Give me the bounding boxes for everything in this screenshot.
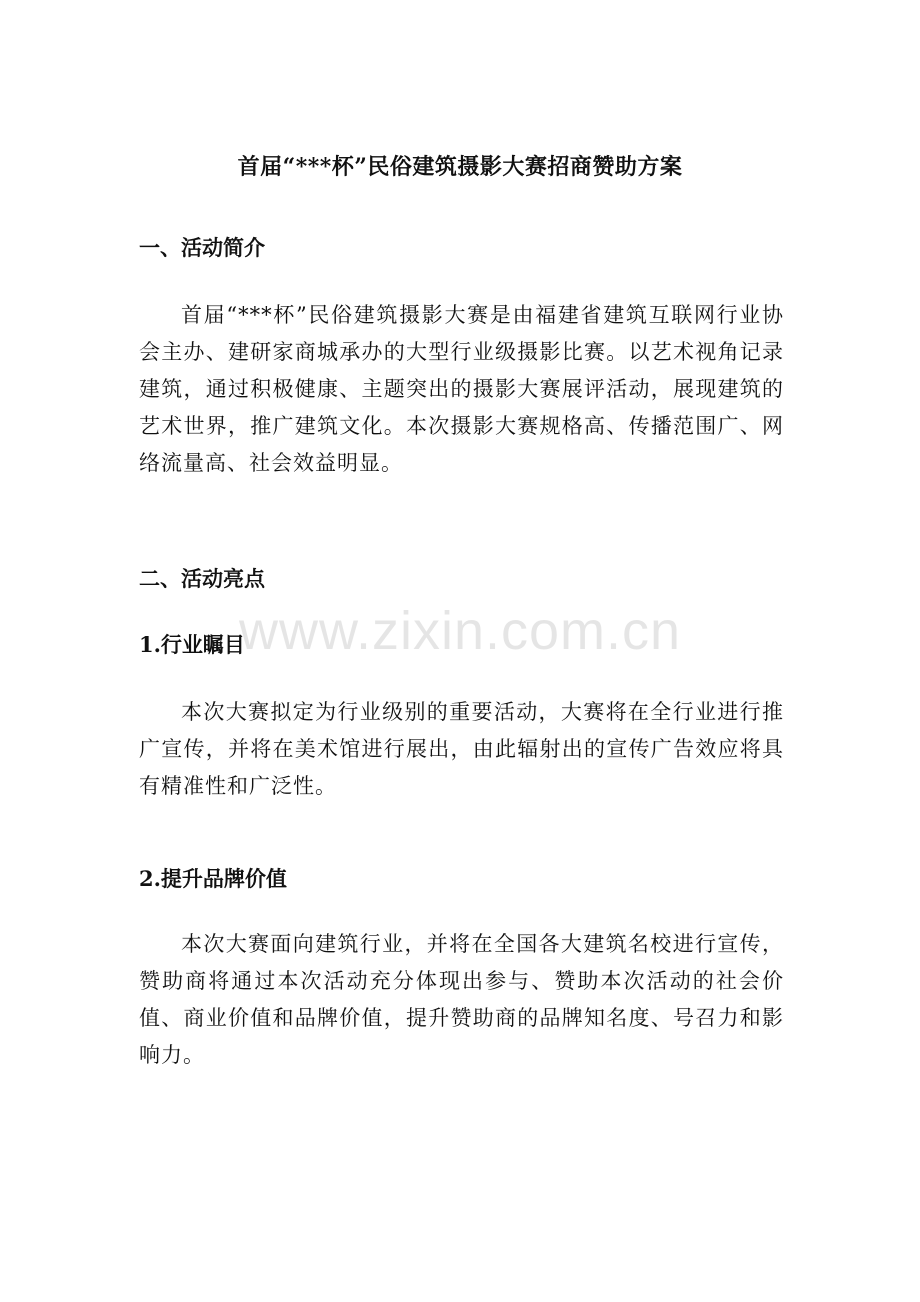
section-heading-intro: 一、活动简介 [139,235,265,260]
subsection-paragraph-industry-focus: 本次大赛拟定为行业级别的重要活动，大赛将在全行业进行推广宣传，并将在美术馆进行展出，由此辐射出的宣传广告效应将具有精准性和广泛性。 [139,700,784,798]
subsection-heading-industry-focus: 1.行业瞩目 [139,632,245,657]
watermark-text: www.zixin.com.cn [238,601,682,661]
subsection-heading-brand-value: 2.提升品牌价值 [139,866,287,891]
section-paragraph-intro: 首届“***杯”民俗建筑摄影大赛是由福建省建筑互联网行业协会主办、建研家商城承办的大型行业级摄影比赛。以艺术视角记录建筑，通过积极健康、主题突出的摄影大赛展评活动，展现建筑的艺术世界，推广建筑文化。本次摄影大赛规格高、传播范围广、网络流量高、社会效益明显。 [139,303,784,475]
section-heading-highlights: 二、活动亮点 [139,566,265,591]
document-title: 首届“***杯”民俗建筑摄影大赛招商赞助方案 [237,154,683,180]
subsection-paragraph-brand-value: 本次大赛面向建筑行业，并将在全国各大建筑名校进行宣传，赞助商将通过本次活动充分体现出参与、赞助本次活动的社会价值、商业价值和品牌价值，提升赞助商的品牌知名度、号召力和影响力。 [139,932,784,1067]
